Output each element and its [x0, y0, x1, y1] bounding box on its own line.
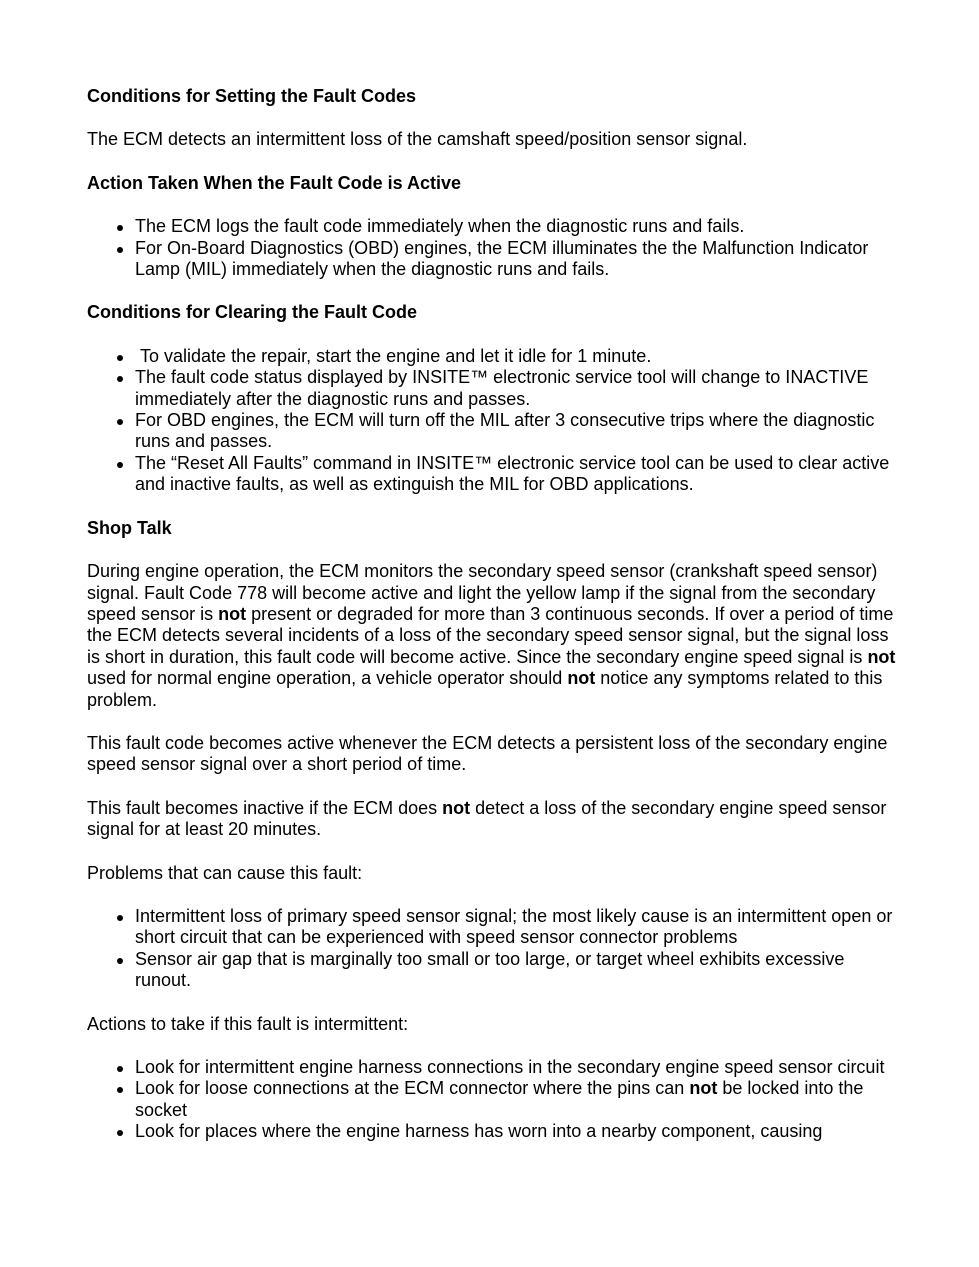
list-item: For On-Board Diagnostics (OBD) engines, the ECM illuminates the the Malfunction Indicator Lamp (MIL) immediately when the diagnostic runs and fails. — [87, 238, 897, 281]
shop-talk-paragraph-3 — [87, 798, 897, 841]
heading-clearing-conditions: Conditions for Clearing the Fault Code — [87, 302, 417, 323]
list-item — [87, 1078, 897, 1121]
problems-intro: Problems that can cause this fault: — [87, 862, 363, 883]
list-item: Sensor air gap that is marginally too small or too large, or target wheel exhibits excessive runout. — [87, 949, 897, 992]
text-run: This fault becomes inactive if the ECM does — [87, 797, 443, 818]
text-run: present or degraded for more than 3 continuous seconds. If over a period of time the ECM detects several incidents of a loss of the secondary speed sensor signal, but the signal loss is short in duration, this fault code will become active. Since the secondary engine speed signal is — [87, 603, 894, 667]
text-run: be locked into the socket — [135, 1078, 864, 1120]
actions-list — [87, 1057, 897, 1143]
shop-talk-paragraph-2: This fault code becomes active whenever the ECM detects a persistent loss of the secondary engine speed sensor signal over a short period of time. — [87, 732, 888, 775]
list-item: Look for places where the engine harness has worn into a nearby component, causing — [87, 1121, 897, 1142]
emphasis-not: not — [867, 646, 896, 667]
heading-action-taken: Action Taken When the Fault Code is Active — [87, 172, 462, 193]
text-run: During engine operation, the ECM monitors the secondary speed sensor (crankshaft speed sensor) signal. Fault Code 778 will become active and light the yellow lamp if the signal from the secondary speed sensor is — [87, 561, 878, 624]
list-item: Intermittent loss of primary speed sensor signal; the most likely cause is an intermittent open or short circuit that can be experienced with speed sensor connector problems — [87, 906, 897, 949]
text-run: Look for loose connections at the ECM connector where the pins can — [135, 1078, 690, 1099]
emphasis-not: not — [567, 668, 596, 689]
list-item: To validate the repair, start the engine and let it idle for 1 minute. — [87, 346, 897, 367]
document-page — [87, 86, 897, 1143]
action-taken-list — [87, 216, 897, 280]
emphasis-not: not — [218, 603, 247, 624]
text-run: used for normal engine operation, a vehicle operator should — [87, 668, 568, 689]
actions-intro: Actions to take if this fault is intermittent: — [87, 1013, 409, 1034]
list-item: The ECM logs the fault code immediately when the diagnostic runs and fails. — [87, 216, 897, 237]
list-item: The fault code status displayed by INSITE™ electronic service tool will change to INACTIVE immediately after the diagnostic runs and passes. — [87, 367, 897, 410]
shop-talk-paragraph-1 — [87, 561, 897, 711]
emphasis-not: not — [689, 1078, 718, 1099]
problems-list — [87, 906, 897, 992]
heading-setting-conditions: Conditions for Setting the Fault Codes — [87, 86, 416, 106]
text-run: notice any symptoms related to this problem. — [87, 668, 883, 710]
text-run: detect a loss of the secondary engine speed sensor signal for at least 20 minutes. — [87, 797, 887, 840]
emphasis-not: not — [442, 797, 471, 818]
list-item: Look for intermittent engine harness connections in the secondary engine speed sensor circuit — [87, 1057, 897, 1078]
clearing-conditions-list — [87, 346, 897, 496]
list-item: For OBD engines, the ECM will turn off the MIL after 3 consecutive trips where the diagnostic runs and passes. — [87, 410, 897, 453]
heading-shop-talk: Shop Talk — [87, 517, 172, 538]
setting-conditions-text: The ECM detects an intermittent loss of the camshaft speed/position sensor signal. — [87, 129, 748, 150]
list-item: The “Reset All Faults” command in INSITE™ electronic service tool can be used to clear active and inactive faults, as well as extinguish the MIL for OBD applications. — [87, 453, 897, 496]
